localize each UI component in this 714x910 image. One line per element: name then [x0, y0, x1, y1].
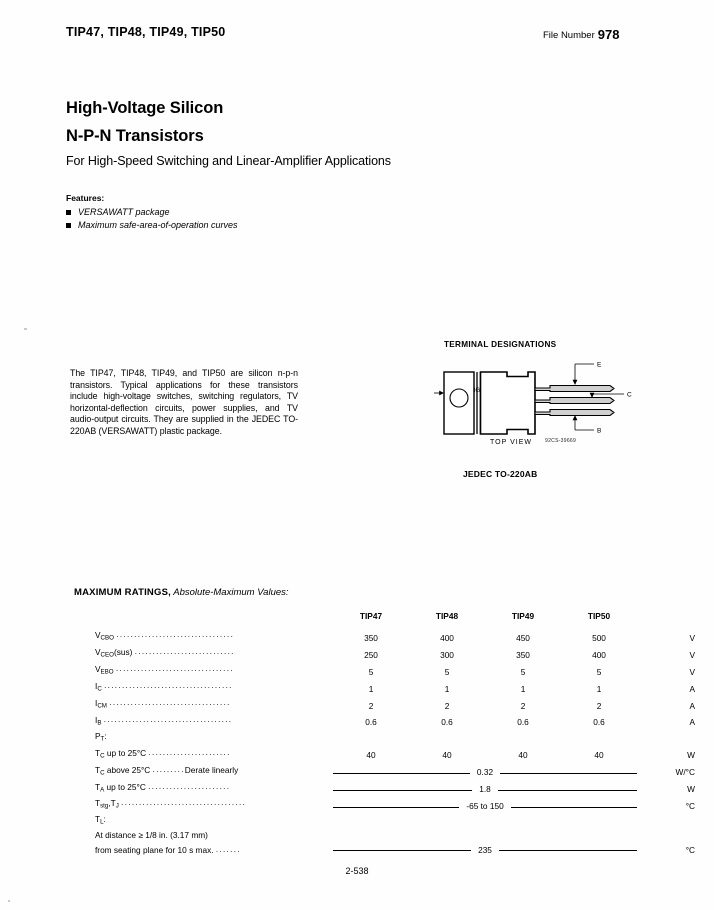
cell-unit: °C — [685, 800, 695, 811]
cell-value: 250 — [364, 649, 378, 660]
cell-value: 0.32 — [476, 767, 494, 778]
cell-value: 350 — [364, 632, 378, 643]
symbol-tc: $T_C$ above 25°C — [95, 764, 151, 777]
maximum-ratings-title — [74, 587, 289, 598]
cell-blank — [333, 829, 409, 842]
top-view-label: TOP VIEW — [490, 439, 532, 446]
cell-unit: W/°C — [675, 767, 695, 778]
cell-value: 2 — [444, 700, 450, 711]
cell-value: 300 — [440, 649, 454, 660]
page-header-file-number — [543, 27, 619, 42]
cell-value: 0.6 — [441, 717, 453, 728]
table-row — [95, 843, 695, 857]
cell-unit: A — [689, 717, 695, 728]
symbol-i: $I_B$ — [95, 714, 102, 727]
symbol-i: $I_{CM}$ — [95, 698, 107, 710]
terminal-designations-title: TERMINAL DESIGNATIONS — [444, 340, 557, 349]
row-label-ta-up-to-25 — [95, 780, 333, 797]
cell-blank — [485, 813, 561, 829]
column-header-tip50: TIP50 — [587, 611, 611, 621]
cell-blank — [637, 730, 695, 746]
row-label-tc-up-to-25 — [95, 746, 333, 763]
cell-value: 40 — [594, 750, 604, 761]
cell-value: 2 — [596, 700, 602, 711]
pin-b-label: B — [597, 427, 602, 435]
symbol-tstg-tj: $T_{stg},T_J$ — [95, 798, 119, 810]
cell-value: 500 — [592, 632, 606, 643]
leader-rule — [500, 773, 637, 774]
spanning-value-cell — [333, 796, 637, 813]
cell-blank — [637, 813, 695, 829]
table-row — [95, 763, 695, 780]
cell-blank — [637, 829, 695, 842]
symbol-ta: $T_A$ up to 25°C — [95, 781, 146, 794]
pin-e-label: E — [597, 361, 602, 369]
row-label-ib — [95, 713, 333, 730]
leader-rule — [333, 850, 471, 851]
symbol-tl: $T_L$: — [95, 814, 106, 826]
symbol-v: $V_{CBO}$ — [95, 630, 114, 642]
maximum-ratings-title-bold: MAXIMUM RATINGS, — [74, 587, 171, 598]
leader-dots: ................................. — [116, 630, 235, 640]
table-row — [95, 829, 695, 842]
cell-value: 450 — [516, 632, 530, 643]
cell-unit: A — [689, 700, 695, 711]
leader-dots: ....................... — [148, 781, 231, 791]
table-row — [95, 746, 695, 763]
spanning-value-cell — [333, 843, 637, 857]
cell-value: 0.6 — [517, 717, 529, 728]
cell-unit: V — [689, 632, 695, 643]
row-label-tstg-tj — [95, 796, 333, 813]
table-row — [95, 679, 695, 696]
cell-value: 1 — [368, 683, 374, 694]
leader-dots: ................................... — [121, 798, 247, 808]
column-header-units — [637, 610, 695, 628]
row-label-tl-seating-plane — [95, 843, 333, 857]
cell-value: 400 — [592, 649, 606, 660]
cell-value: 40 — [366, 750, 376, 761]
lead-collector — [535, 398, 614, 404]
leader-dots: .................................... — [104, 681, 233, 691]
table-row — [95, 696, 695, 713]
page-footer: 2-538 — [345, 866, 369, 876]
symbol-v: $V_{CEO}(sus)$ — [95, 647, 133, 659]
cell-unit: A — [689, 683, 695, 694]
cell-value: 2 — [368, 700, 374, 711]
table-row — [95, 662, 695, 679]
row-label-tc-above-25 — [95, 763, 333, 780]
cell-unit: V — [689, 666, 695, 677]
cell-value: 1 — [520, 683, 526, 694]
file-number-label: File Number — [543, 30, 595, 41]
leader-dots: ....................... — [148, 747, 231, 757]
row-label-vcbo — [95, 628, 333, 645]
cell-blank — [409, 730, 485, 746]
cell-value: 5 — [520, 666, 526, 677]
table-row — [95, 813, 695, 829]
column-header-tip49: TIP49 — [511, 611, 535, 621]
cell-blank — [561, 829, 637, 842]
cell-unit: °C — [685, 844, 695, 855]
cell-value: 40 — [442, 750, 452, 761]
leader-dots: ............................ — [134, 647, 235, 657]
page-title-line1: High-Voltage Silicon — [66, 99, 224, 117]
row-label-pt — [95, 730, 333, 746]
row-label-tl-distance: At distance ≥ 1/8 in. (3.17 mm) — [95, 830, 208, 841]
cell-blank — [485, 730, 561, 746]
cell-value: 5 — [596, 666, 602, 677]
cell-value: 350 — [516, 649, 530, 660]
row-label-icm — [95, 696, 333, 713]
file-number-value: 978 — [597, 27, 620, 42]
leader-dots: ................................. — [115, 664, 234, 674]
leader-dots: ......... — [152, 764, 185, 774]
package-caption: JEDEC TO-220AB — [463, 469, 538, 479]
page-title-line2: N-P-N Transistors — [66, 127, 204, 145]
page-subtitle: For High-Speed Switching and Linear-Amplifier Applications — [66, 154, 391, 168]
cell-blank — [333, 813, 409, 829]
row-label-vceo-sus — [95, 645, 333, 662]
scan-speck — [8, 900, 10, 902]
cell-value: 1 — [444, 683, 450, 694]
cell-value: 40 — [518, 750, 528, 761]
cell-value: 235 — [478, 844, 492, 855]
header-blank — [95, 610, 333, 628]
cell-unit: V — [689, 649, 695, 660]
features-label: Features: — [66, 193, 105, 203]
table-row — [95, 628, 695, 645]
cell-value: 0.6 — [365, 717, 377, 728]
leader-rule — [511, 807, 637, 808]
cell-blank — [409, 813, 485, 829]
mounting-hole — [450, 389, 468, 407]
row-label-ic — [95, 679, 333, 696]
table-header-row — [95, 610, 695, 628]
lead-emitter — [535, 386, 614, 392]
cell-blank — [409, 829, 485, 842]
column-header-tip47: TIP47 — [359, 611, 383, 621]
row-label-vebo — [95, 662, 333, 679]
leader-rule — [499, 850, 637, 851]
leader-dots: .................................... — [103, 714, 233, 724]
cell-value: 1 — [596, 683, 602, 694]
leader-rule — [333, 773, 470, 774]
cell-unit: W — [687, 784, 695, 795]
to-220ab-package-diagram — [432, 352, 672, 462]
tl-line2-text: from seating plane for 10 s max. — [95, 844, 214, 855]
tab-arrow — [439, 391, 444, 396]
spanning-value-cell — [333, 763, 637, 780]
cell-value: 2 — [520, 700, 526, 711]
maximum-ratings-table — [95, 610, 695, 857]
feature-item: Maximum safe-area-of-operation curves — [66, 219, 238, 232]
cell-blank — [333, 730, 409, 746]
derate-note: Derate linearly — [184, 764, 239, 775]
symbol-tc: $T_C$ up to 25°C — [95, 747, 147, 760]
cell-value: 400 — [440, 632, 454, 643]
cell-value: 1.8 — [479, 784, 491, 795]
figure-code: 92CS-39669 — [545, 438, 577, 444]
leader-rule — [498, 790, 637, 791]
table-row — [95, 796, 695, 813]
maximum-ratings-title-italic: Absolute-Maximum Values: — [170, 587, 289, 598]
table-row — [95, 713, 695, 730]
cell-value: 5 — [444, 666, 450, 677]
leader-dots: .................................. — [109, 698, 231, 708]
column-header-tip48: TIP48 — [435, 611, 459, 621]
feature-item: VERSAWATT package — [66, 206, 238, 219]
cell-blank — [485, 829, 561, 842]
pin-e-arrow — [573, 380, 578, 385]
leader-rule — [333, 790, 472, 791]
pin-c-label: C — [627, 391, 632, 399]
leader-rule — [333, 807, 459, 808]
table-row — [95, 645, 695, 662]
cell-value: -65 to 150 — [466, 800, 504, 811]
leader-dots: ....... — [215, 844, 241, 854]
lead-base — [535, 410, 614, 416]
features-list — [66, 206, 238, 231]
cell-unit: W — [687, 750, 695, 761]
table-row — [95, 730, 695, 746]
page-header-part-numbers: TIP47, TIP48, TIP49, TIP50 — [66, 25, 226, 39]
package-body — [481, 372, 536, 434]
symbol-v: $V_{EBO}$ — [95, 664, 114, 676]
product-description: The TIP47, TIP48, TIP49, and TIP50 are silicon n-p-n transistors. Typical applications for these transistors include high-voltage switches, switching regulators, TV horizontal-deflection circuits, power supplies, and TV audio-output circuits. They are supplied in the JEDEC TO-220AB (VERSAWATT) plastic package. — [70, 368, 298, 436]
cell-blank — [561, 730, 637, 746]
table-row — [95, 780, 695, 797]
cell-blank — [561, 813, 637, 829]
scan-speck — [24, 328, 27, 330]
row-label-tl — [95, 813, 333, 829]
spanning-value-cell — [333, 780, 637, 797]
symbol-pt: $P_T$: — [95, 730, 107, 743]
cell-value: 5 — [368, 666, 374, 677]
symbol-i: $I_C$ — [95, 681, 102, 693]
cell-value: 0.6 — [593, 717, 605, 728]
